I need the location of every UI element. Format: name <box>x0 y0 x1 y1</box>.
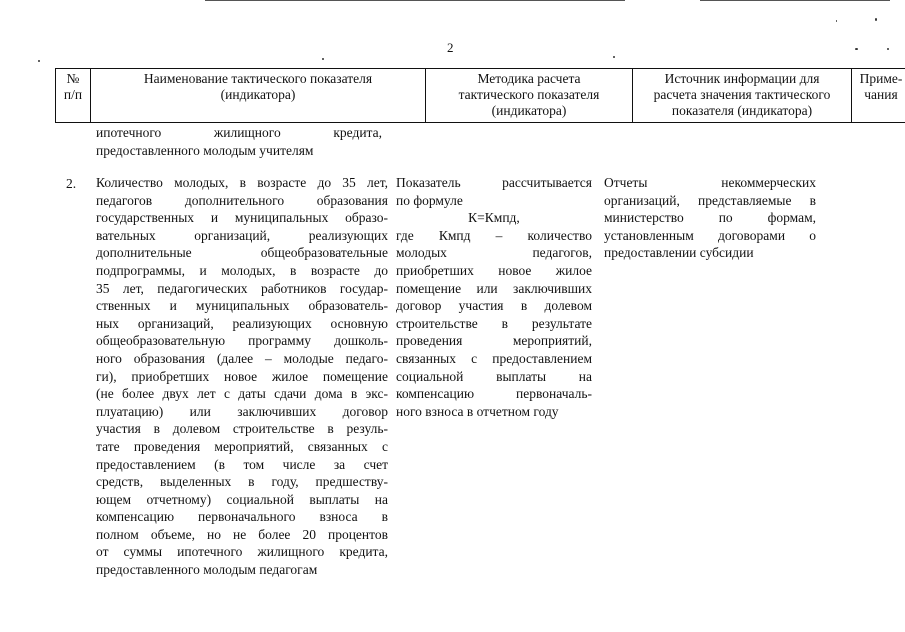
text-line: дополнительные общеобразовательные <box>96 245 388 261</box>
text-line: помещение или заключивших <box>396 280 592 296</box>
text-line: ющем отчетному) социальной выплаты на <box>96 491 388 507</box>
header-text: (индикатора) <box>491 103 567 118</box>
text-line: Показатель рассчитывается <box>396 175 592 190</box>
text-line: приобретших новое жилое <box>396 262 592 278</box>
header-cell-indicator-name <box>91 69 426 123</box>
text-line: компенсацию первоначаль- <box>396 386 592 402</box>
text-line: ипотечного жилищного кредита, <box>96 125 382 140</box>
text-line: молодых педагогов, <box>396 245 592 261</box>
scan-speck <box>836 20 837 22</box>
text-line: предоставленного молодым учителям <box>96 142 314 158</box>
text-line: государственных и муниципальных образо- <box>96 210 388 226</box>
scan-speck <box>322 58 324 60</box>
row2-calculation-method <box>396 174 592 420</box>
row2-indicator-name <box>96 174 388 579</box>
header-cell-information-source <box>633 69 852 123</box>
text-line: ных организаций, реализующих основную <box>96 315 388 331</box>
text-line: (не более двух лет с даты сдачи дома в экс- <box>96 386 388 402</box>
header-text: Методика расчета <box>477 71 581 86</box>
text-line: общеобразовательную программу дошколь- <box>96 333 388 349</box>
text-line: от суммы ипотечного жилищного кредита, <box>96 544 388 560</box>
text-line: ного взноса в отчетном году <box>396 403 559 419</box>
scan-speck <box>875 18 877 21</box>
header-cell-notes <box>852 69 905 123</box>
text-line: ного образования (далее – молодые педаго- <box>96 350 388 366</box>
text-line: Отчеты некоммерческих <box>604 175 816 190</box>
row2-information-source <box>604 174 816 262</box>
header-text: Наименование тактического показателя <box>143 71 373 86</box>
header-cell-calculation-method <box>426 69 633 123</box>
text-line: предоставленного молодым педагогам <box>96 562 318 578</box>
text-line: тате проведения мероприятий, связанных с <box>96 438 388 454</box>
text-line: средств, выделенных в году, предшеству- <box>96 474 388 490</box>
formula: К=Кмпд, <box>468 210 520 226</box>
text-line: договор участия в долевом <box>396 298 592 314</box>
text-line: министерство по формам, <box>604 210 816 226</box>
indicator-table-header <box>55 68 905 123</box>
text-line: участия в долевом строительстве в резуль- <box>96 421 388 437</box>
text-line: установленным договорами о <box>604 227 816 243</box>
text-line: где Кмпд – количество <box>396 227 592 243</box>
text-line: строительстве в результате <box>396 315 592 331</box>
text-line: ственных и муниципальных образователь- <box>96 298 388 314</box>
continued-row-name <box>96 124 382 159</box>
text-line: социальной выплаты на <box>396 368 592 384</box>
scan-speck <box>887 48 889 50</box>
text-line: 35 лет, педагогических работников государ- <box>96 280 388 296</box>
text-line: полном объеме, но не более 20 процентов <box>96 526 388 542</box>
text-line: компенсацию первоначального взноса в <box>96 509 388 525</box>
text-line: плуатацию) или заключивших договор <box>96 403 388 419</box>
header-text: п/п <box>63 87 83 102</box>
row-number: 2. <box>66 176 77 191</box>
header-text: показателя (индикатора) <box>671 103 813 118</box>
scan-speck <box>613 56 615 58</box>
header-text: чания <box>864 87 898 102</box>
text-line: проведения мероприятий, <box>396 333 592 349</box>
text-line: подпрограммы, и молодых, в возрасте до <box>96 262 388 278</box>
scan-speck <box>38 60 40 62</box>
text-line: по формуле <box>396 192 463 208</box>
header-text: Источник информации для <box>664 71 820 86</box>
text-line: организаций, представляемые в <box>604 192 816 208</box>
header-text: Приме- <box>859 71 903 86</box>
text-line: вательных организаций, реализующих <box>96 227 388 243</box>
scan-edge-line <box>700 0 890 1</box>
text-line: предоставлении субсидии <box>604 245 754 261</box>
text-line: предоставлением (в том числе за счет <box>96 456 388 472</box>
text-line: педагогов дополнительного образования <box>96 192 388 208</box>
scan-speck <box>855 48 858 50</box>
page-number: 2 <box>447 40 454 55</box>
text-line: связанных с предоставлением <box>396 350 592 366</box>
scan-edge-line <box>205 0 625 1</box>
header-cell-number <box>56 69 91 123</box>
header-text: № <box>66 71 80 86</box>
text-line: ги), приобретших новое жилое помещение <box>96 368 388 384</box>
header-text: (индикатора) <box>220 87 296 102</box>
header-text: тактического показателя <box>458 87 600 102</box>
header-text: расчета значения тактического <box>653 87 831 102</box>
text-line: Количество молодых, в возрасте до 35 лет, <box>96 175 388 190</box>
